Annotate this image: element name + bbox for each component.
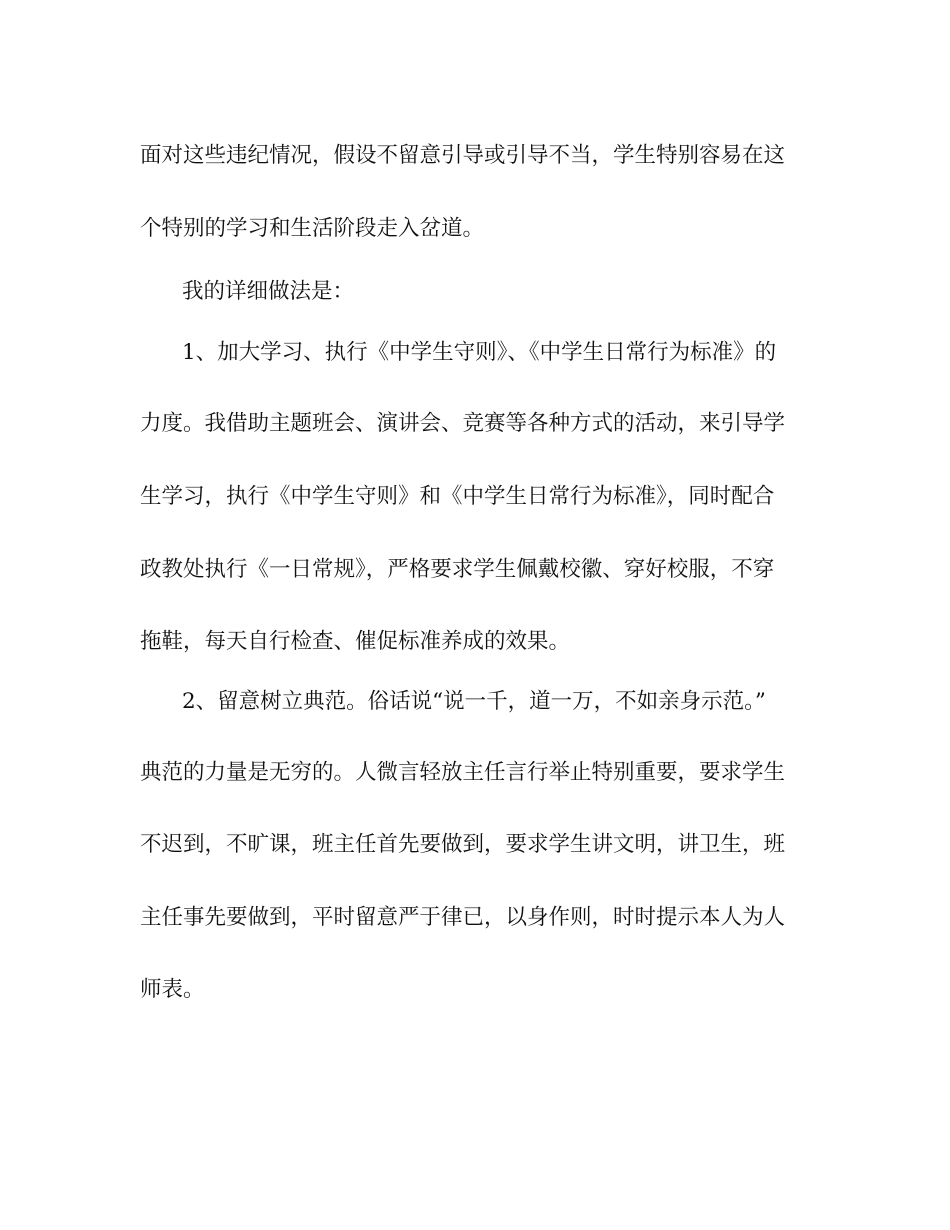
paragraph-line: 师表。 [140, 977, 205, 1002]
paragraph-line: 力度。我借助主题班会、演讲会、竞赛等各种方式的活动，来引导学 [140, 411, 786, 436]
paragraph-line: 政教处执行《一日常规》，严格要求学生佩戴校徽、穿好校服，不穿 [140, 557, 775, 582]
paragraph-line: 2、留意树立典范。俗话说“说一千，道一万，不如亲身示范。” [182, 689, 766, 714]
paragraph-line: 1、加大学习、执行《中学生守则》、《中学生日常行为标准》的 [182, 340, 777, 365]
paragraph-line: 不迟到，不旷课，班主任首先要做到，要求学生讲文明，讲卫生，班 [140, 832, 786, 857]
paragraph-line: 典范的力量是无穷的。人微言轻放主任言行举止特别重要，要求学生 [140, 760, 786, 785]
paragraph-line: 拖鞋，每天自行检查、催促标准养成的效果。 [140, 629, 571, 654]
paragraph-line: 面对这些违纪情况，假设不留意引导或引导不当，学生特别容易在这 [140, 143, 786, 168]
paragraph-line: 我的详细做法是： [182, 279, 355, 304]
paragraph-line: 主任事先要做到，平时留意严于律已，以身作则，时时提示本人为人 [140, 905, 786, 930]
paragraph-line: 生学习，执行《中学生守则》和《中学生日常行为标准》，同时配合 [140, 484, 775, 509]
paragraph-line: 个特别的学习和生活阶段走入岔道。 [140, 216, 485, 241]
